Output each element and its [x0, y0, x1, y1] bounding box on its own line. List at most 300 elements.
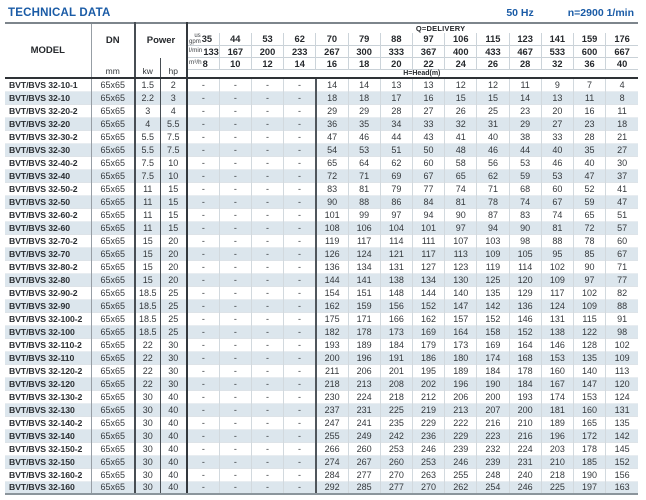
head-value-cell: -: [219, 299, 251, 312]
head-value-cell: -: [219, 130, 251, 143]
table-row: [5, 416, 638, 429]
head-value-cell: 197: [573, 481, 605, 494]
head-value-cell: 50: [412, 143, 444, 156]
flow-value-usgpm: 62: [284, 33, 316, 46]
head-value-cell: 189: [348, 338, 380, 351]
dn-cell: 65x65: [91, 247, 135, 260]
hp-cell: 20: [160, 273, 187, 286]
head-value-cell: 51: [606, 208, 638, 221]
table-row: [5, 260, 638, 273]
flow-value-usgpm: 159: [573, 33, 605, 46]
head-value-cell: 11: [509, 78, 541, 91]
head-value-cell: -: [284, 429, 316, 442]
table-row: [5, 351, 638, 364]
head-value-cell: 135: [606, 416, 638, 429]
head-value-cell: 237: [316, 403, 348, 416]
flow-value-lmin: 433: [477, 46, 509, 58]
head-value-cell: 38: [509, 130, 541, 143]
head-value-cell: 59: [509, 169, 541, 182]
head-value-cell: 173: [380, 325, 412, 338]
head-value-cell: 7: [573, 78, 605, 91]
head-value-cell: 13: [541, 91, 573, 104]
table-row: [5, 221, 638, 234]
head-value-cell: 152: [412, 299, 444, 312]
head-value-cell: 85: [573, 247, 605, 260]
head-value-cell: 218: [541, 468, 573, 481]
head-value-cell: 157: [445, 312, 477, 325]
model-cell: BVT/BVS 32-40: [5, 169, 91, 182]
hp-cell: 40: [160, 481, 187, 494]
model-cell: BVT/BVS 32-110: [5, 351, 91, 364]
kw-unit-label: kw: [135, 58, 160, 79]
head-value-cell: 35: [573, 143, 605, 156]
head-value-cell: 117: [348, 234, 380, 247]
dn-cell: 65x65: [91, 91, 135, 104]
head-value-cell: 25: [477, 104, 509, 117]
head-value-cell: -: [251, 364, 283, 377]
head-value-cell: -: [284, 273, 316, 286]
kw-cell: 11: [135, 182, 160, 195]
head-value-cell: -: [251, 286, 283, 299]
head-value-cell: -: [187, 390, 219, 403]
head-value-cell: 138: [380, 273, 412, 286]
table-header: [5, 23, 638, 78]
head-value-cell: -: [187, 260, 219, 273]
flow-unit-m3h: m³/h: [189, 59, 202, 67]
dn-cell: 65x65: [91, 156, 135, 169]
table-row: [5, 182, 638, 195]
head-value-cell: 235: [380, 416, 412, 429]
head-value-cell: -: [219, 468, 251, 481]
head-value-cell: 98: [509, 234, 541, 247]
head-value-cell: 225: [541, 481, 573, 494]
head-value-cell: -: [251, 247, 283, 260]
head-value-cell: -: [187, 481, 219, 494]
hp-cell: 4: [160, 104, 187, 117]
head-value-cell: 148: [380, 286, 412, 299]
head-value-cell: -: [284, 364, 316, 377]
model-cell: BVT/BVS 32-160-2: [5, 468, 91, 481]
head-value-cell: -: [187, 156, 219, 169]
model-column-header: MODEL: [5, 23, 91, 78]
kw-cell: 11: [135, 195, 160, 208]
head-value-cell: -: [219, 403, 251, 416]
head-value-cell: 97: [380, 208, 412, 221]
hp-cell: 7.5: [160, 143, 187, 156]
head-value-cell: 74: [445, 182, 477, 195]
head-value-cell: 83: [316, 182, 348, 195]
head-value-cell: 163: [606, 481, 638, 494]
model-cell: BVT/BVS 32-120-2: [5, 364, 91, 377]
hp-cell: 30: [160, 351, 187, 364]
head-value-cell: -: [219, 481, 251, 494]
dn-cell: 65x65: [91, 377, 135, 390]
head-value-cell: 165: [573, 416, 605, 429]
dn-cell: 65x65: [91, 273, 135, 286]
head-value-cell: -: [187, 351, 219, 364]
head-value-cell: 16: [412, 91, 444, 104]
head-value-cell: -: [187, 234, 219, 247]
head-value-cell: 231: [348, 403, 380, 416]
model-cell: BVT/BVS 32-60-2: [5, 208, 91, 221]
table-row: [5, 130, 638, 143]
head-value-cell: 48: [445, 143, 477, 156]
hp-cell: 10: [160, 156, 187, 169]
head-value-cell: 103: [477, 234, 509, 247]
head-value-cell: 140: [573, 364, 605, 377]
head-value-cell: 9: [541, 78, 573, 91]
head-value-cell: 12: [445, 78, 477, 91]
head-value-cell: 87: [477, 208, 509, 221]
hp-cell: 15: [160, 221, 187, 234]
head-value-cell: -: [187, 286, 219, 299]
head-value-cell: -: [284, 247, 316, 260]
head-value-cell: 57: [606, 221, 638, 234]
dn-cell: 65x65: [91, 169, 135, 182]
dn-cell: 65x65: [91, 143, 135, 156]
head-value-cell: 248: [477, 468, 509, 481]
head-value-cell: 120: [606, 377, 638, 390]
table-row: [5, 169, 638, 182]
head-value-cell: 206: [445, 390, 477, 403]
kw-cell: 15: [135, 260, 160, 273]
head-value-cell: -: [187, 273, 219, 286]
head-value-cell: 40: [477, 130, 509, 143]
head-value-cell: 121: [380, 247, 412, 260]
kw-cell: 15: [135, 234, 160, 247]
head-value-cell: 44: [380, 130, 412, 143]
head-value-cell: -: [219, 78, 251, 91]
head-label: H=Head(m): [187, 70, 638, 79]
kw-cell: 30: [135, 416, 160, 429]
model-cell: BVT/BVS 32-90-2: [5, 286, 91, 299]
head-value-cell: 210: [509, 416, 541, 429]
table-row: [5, 195, 638, 208]
model-cell: BVT/BVS 32-100-2: [5, 312, 91, 325]
flow-value-m3h: 20: [380, 58, 412, 70]
head-value-cell: -: [251, 260, 283, 273]
head-value-cell: 109: [477, 247, 509, 260]
dn-unit-label: mm: [91, 58, 135, 79]
flow-value-m3h: 40: [606, 58, 638, 70]
head-value-cell: 151: [348, 286, 380, 299]
head-value-cell: 17: [380, 91, 412, 104]
head-value-cell: 82: [606, 286, 638, 299]
head-value-cell: 41: [606, 182, 638, 195]
head-value-cell: 142: [477, 299, 509, 312]
table-row: [5, 481, 638, 494]
kw-cell: 22: [135, 338, 160, 351]
head-value-cell: 153: [573, 390, 605, 403]
flow-value-lmin: 533: [541, 46, 573, 58]
head-value-cell: 152: [509, 325, 541, 338]
hp-cell: 40: [160, 429, 187, 442]
flow-value-lmin: l/min 133: [189, 46, 219, 57]
head-value-cell: 98: [606, 325, 638, 338]
head-value-cell: -: [187, 299, 219, 312]
flow-value-m3h: 24: [445, 58, 477, 70]
head-value-cell: -: [284, 260, 316, 273]
table-row: [5, 234, 638, 247]
head-value-cell: 102: [573, 286, 605, 299]
model-cell: BVT/BVS 32-140-2: [5, 416, 91, 429]
head-value-cell: 46: [348, 130, 380, 143]
head-value-cell: 184: [509, 377, 541, 390]
model-cell: BVT/BVS 32-130-2: [5, 390, 91, 403]
head-value-cell: 13: [412, 78, 444, 91]
head-value-cell: 144: [412, 286, 444, 299]
flow-value-usgpm: 115: [477, 33, 509, 46]
flow-value-usgpm: us gpm 35: [187, 33, 219, 46]
head-value-cell: -: [251, 481, 283, 494]
head-value-cell: -: [251, 117, 283, 130]
hp-cell: 25: [160, 286, 187, 299]
model-cell: BVT/BVS 32-30: [5, 143, 91, 156]
head-value-cell: 31: [477, 117, 509, 130]
head-value-cell: 81: [348, 182, 380, 195]
head-value-cell: -: [187, 364, 219, 377]
head-value-cell: 107: [445, 234, 477, 247]
dn-cell: 65x65: [91, 481, 135, 494]
head-value-cell: 11: [606, 104, 638, 117]
head-value-cell: 65: [573, 208, 605, 221]
head-value-cell: 71: [348, 169, 380, 182]
table-row: [5, 442, 638, 455]
head-value-cell: 109: [606, 351, 638, 364]
hp-cell: 40: [160, 468, 187, 481]
head-value-cell: 27: [606, 143, 638, 156]
head-value-cell: 241: [348, 416, 380, 429]
head-value-cell: 109: [541, 273, 573, 286]
head-value-cell: 86: [380, 195, 412, 208]
head-value-cell: 12: [477, 78, 509, 91]
technical-data-table: [5, 22, 638, 495]
head-value-cell: 219: [412, 403, 444, 416]
head-value-cell: 196: [445, 377, 477, 390]
kw-cell: 30: [135, 390, 160, 403]
head-value-cell: 54: [316, 143, 348, 156]
head-value-cell: 216: [477, 416, 509, 429]
head-value-cell: -: [251, 312, 283, 325]
table-row: [5, 273, 638, 286]
table-row: [5, 468, 638, 481]
head-value-cell: 189: [445, 364, 477, 377]
table-body: [5, 78, 638, 494]
head-value-cell: 127: [412, 260, 444, 273]
head-value-cell: -: [219, 195, 251, 208]
head-value-cell: 210: [541, 455, 573, 468]
flow-value-m3h: 12: [251, 58, 283, 70]
head-value-cell: 158: [477, 325, 509, 338]
head-value-cell: -: [187, 104, 219, 117]
head-value-cell: 144: [316, 273, 348, 286]
head-value-cell: 60: [541, 182, 573, 195]
kw-cell: 30: [135, 481, 160, 494]
head-value-cell: -: [187, 455, 219, 468]
kw-cell: 30: [135, 429, 160, 442]
head-value-cell: 13: [380, 78, 412, 91]
head-value-cell: 59: [573, 195, 605, 208]
head-value-cell: -: [187, 377, 219, 390]
head-value-cell: 129: [509, 286, 541, 299]
flow-value-m3h: 16: [316, 58, 348, 70]
head-value-cell: 128: [573, 338, 605, 351]
flow-value-lmin: 267: [316, 46, 348, 58]
head-value-cell: 224: [509, 442, 541, 455]
model-cell: BVT/BVS 32-100: [5, 325, 91, 338]
hp-cell: 40: [160, 403, 187, 416]
head-value-cell: 33: [541, 130, 573, 143]
head-value-cell: 41: [445, 130, 477, 143]
head-value-cell: 65: [445, 169, 477, 182]
flow-value-lmin: 600: [573, 46, 605, 58]
flow-row-m3h: [5, 58, 638, 70]
head-value-cell: -: [187, 78, 219, 91]
head-value-cell: 135: [477, 286, 509, 299]
head-value-cell: 191: [380, 351, 412, 364]
head-value-cell: 232: [477, 442, 509, 455]
head-value-cell: 16: [573, 104, 605, 117]
head-value-cell: 240: [509, 468, 541, 481]
head-value-cell: 15: [445, 91, 477, 104]
head-value-cell: 67: [606, 247, 638, 260]
head-value-cell: -: [284, 208, 316, 221]
head-value-cell: 97: [445, 221, 477, 234]
head-value-cell: 88: [606, 299, 638, 312]
head-value-cell: 8: [606, 91, 638, 104]
head-value-cell: 266: [316, 442, 348, 455]
head-value-cell: 189: [541, 416, 573, 429]
head-value-cell: 40: [573, 156, 605, 169]
head-value-cell: 166: [380, 312, 412, 325]
flow-unit-lmin: l/min: [189, 47, 203, 55]
head-value-cell: 224: [348, 390, 380, 403]
kw-cell: 18.5: [135, 325, 160, 338]
model-cell: BVT/BVS 32-20-2: [5, 104, 91, 117]
flow-value-m3h: 22: [412, 58, 444, 70]
head-value-cell: 260: [348, 442, 380, 455]
head-value-cell: 171: [348, 312, 380, 325]
head-value-cell: -: [219, 351, 251, 364]
table-row: [5, 377, 638, 390]
head-value-cell: 162: [412, 312, 444, 325]
head-value-cell: 29: [316, 104, 348, 117]
model-cell: BVT/BVS 32-40-2: [5, 156, 91, 169]
head-value-cell: -: [187, 468, 219, 481]
head-value-cell: 33: [412, 117, 444, 130]
kw-cell: 11: [135, 221, 160, 234]
head-value-cell: 62: [477, 169, 509, 182]
head-value-cell: -: [284, 169, 316, 182]
hp-cell: 15: [160, 195, 187, 208]
head-value-cell: -: [284, 221, 316, 234]
head-value-cell: -: [251, 234, 283, 247]
head-value-cell: -: [251, 377, 283, 390]
head-value-cell: 184: [477, 364, 509, 377]
head-value-cell: 78: [477, 195, 509, 208]
head-value-cell: 119: [316, 234, 348, 247]
head-value-cell: 29: [509, 117, 541, 130]
head-value-cell: 262: [445, 481, 477, 494]
table-row: [5, 403, 638, 416]
head-value-cell: 126: [316, 247, 348, 260]
kw-cell: 22: [135, 351, 160, 364]
delivery-label: Q=DELIVERY: [415, 24, 466, 33]
head-value-cell: -: [284, 286, 316, 299]
head-value-cell: 124: [348, 247, 380, 260]
head-value-cell: 246: [445, 455, 477, 468]
head-value-cell: 193: [509, 390, 541, 403]
head-value-cell: 40: [541, 143, 573, 156]
hp-cell: 25: [160, 299, 187, 312]
head-value-cell: 115: [573, 312, 605, 325]
head-value-cell: 208: [380, 377, 412, 390]
head-value-cell: 184: [380, 338, 412, 351]
table-row: [5, 78, 638, 91]
head-value-cell: 53: [541, 169, 573, 182]
head-value-cell: -: [284, 143, 316, 156]
head-value-cell: 218: [316, 377, 348, 390]
head-value-cell: 20: [541, 104, 573, 117]
head-value-cell: 203: [541, 442, 573, 455]
hp-cell: 15: [160, 182, 187, 195]
head-value-cell: -: [219, 208, 251, 221]
flow-value-lmin: 400: [445, 46, 477, 58]
model-cell: BVT/BVS 32-90: [5, 299, 91, 312]
head-value-cell: -: [251, 104, 283, 117]
head-value-cell: 169: [477, 338, 509, 351]
speed-value: n=2900 1/min: [567, 7, 634, 19]
dn-cell: 65x65: [91, 403, 135, 416]
dn-cell: 65x65: [91, 78, 135, 91]
hp-cell: 40: [160, 455, 187, 468]
flow-value-usgpm: 97: [412, 33, 444, 46]
head-value-cell: 23: [573, 117, 605, 130]
head-value-cell: 44: [509, 143, 541, 156]
head-value-cell: 270: [380, 468, 412, 481]
head-value-cell: 111: [412, 234, 444, 247]
head-value-cell: 114: [380, 234, 412, 247]
head-value-cell: -: [251, 455, 283, 468]
head-value-cell: -: [284, 130, 316, 143]
table-row: [5, 91, 638, 104]
head-value-cell: 249: [348, 429, 380, 442]
hp-cell: 3: [160, 91, 187, 104]
head-value-cell: 30: [606, 156, 638, 169]
head-value-cell: -: [284, 156, 316, 169]
head-value-cell: 53: [348, 143, 380, 156]
dn-cell: 65x65: [91, 416, 135, 429]
power-column-header: Power: [135, 23, 187, 58]
dn-cell: 65x65: [91, 221, 135, 234]
table-row: [5, 429, 638, 442]
head-value-cell: -: [187, 312, 219, 325]
head-value-cell: 131: [380, 260, 412, 273]
head-value-cell: -: [219, 429, 251, 442]
head-value-cell: 164: [445, 325, 477, 338]
dn-cell: 65x65: [91, 130, 135, 143]
head-value-cell: 18: [606, 117, 638, 130]
flow-value-usgpm: 123: [509, 33, 541, 46]
dn-cell: 65x65: [91, 390, 135, 403]
head-value-cell: -: [284, 468, 316, 481]
head-value-cell: -: [251, 182, 283, 195]
kw-cell: 15: [135, 247, 160, 260]
head-value-cell: 28: [573, 130, 605, 143]
head-value-cell: 231: [509, 455, 541, 468]
head-value-cell: -: [187, 221, 219, 234]
head-value-cell: -: [284, 117, 316, 130]
